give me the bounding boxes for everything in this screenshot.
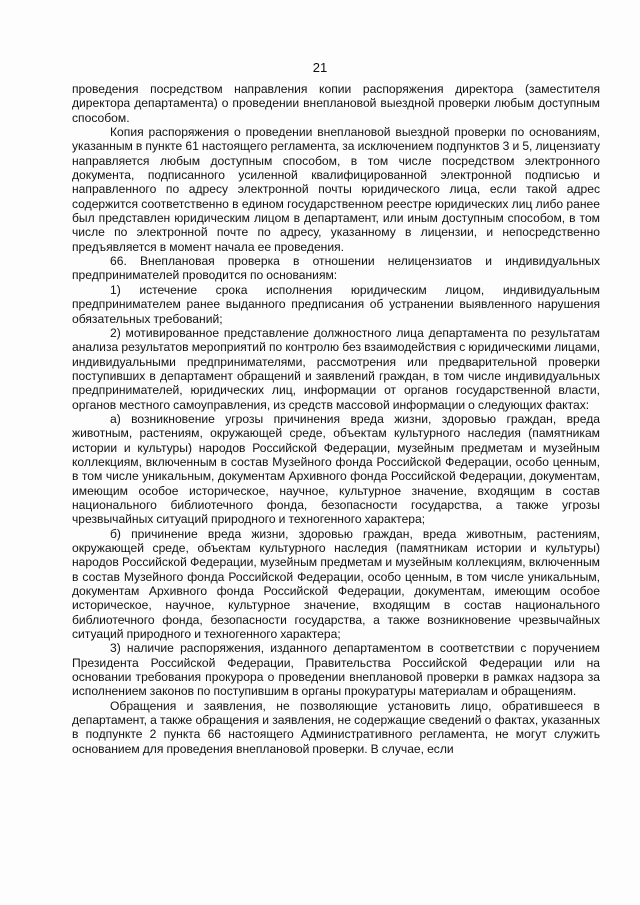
- paragraph: б) причинение вреда жизни, здоровью граждан, вреда животным, растениям, окружающей среде, объектам культурного наследия (памятникам истории и культуры) народов Российской Федерации, музейным предметам и музейным коллекциям, включенным в состав Музейного фонда Российской Федерации, особо ценным, в том числе уникальным, документам Архивного фонда Российской Федерации, документам, имеющим особое историческое, научное, культурное значение, входящим в состав национального библиотечного фонда, безопасности государства, а также возникновение чрезвычайных ситуаций природного и техногенного характера;: [72, 526, 600, 642]
- paragraph: Копия распоряжения о проведении внеплановой выездной проверки по основаниям, указанным в пункте 61 настоящего регламента, за исключением подпунктов 3 и 5, лицензиату направляется любым доступным способом, в том числе посредством электронного документа, подписанного усиленной квалифицированной электронной подписью и направленного по адресу электронной почты юридического лица, если такой адрес содержится соответственно в едином государственном реестре юридических лиц либо ранее был представлен юридическим лицом в департамент, или иным доступным способом, в том числе по электронной почте по адресу, указанному в лицензии, и непосредственно предъявляется в момент начала ее проведения.: [72, 125, 600, 254]
- paragraph: Обращения и заявления, не позволяющие установить лицо, обратившееся в департамент, а также обращения и заявления, не содержащие сведений о фактах, указанных в подпункте 2 пункта 66 настоящего Административного регламента, не могут служить основанием для проведения внеплановой проверки. В случае, если: [72, 698, 600, 756]
- paragraph: 1) истечение срока исполнения юридическим лицом, индивидуальным предпринимателем ранее выданного предписания об устранении выявленного нарушения обязательных требований;: [72, 282, 600, 326]
- paragraph: а) возникновение угрозы причинения вреда жизни, здоровью граждан, вреда животным, растениям, окружающей среде, объектам культурного наследия (памятникам истории и культуры) народов Российской Федерации, музейным предметам и музейным коллекциям, включенным в состав Музейного фонда Российской Федерации, особо ценным, в том числе уникальным, документам Архивного фонда Российской Федерации, документам, имеющим особое историческое, научное, культурное значение, входящим в состав национального библиотечного фонда, безопасности государства, а также угрозы чрезвычайных ситуаций природного и техногенного характера;: [72, 411, 600, 527]
- paragraph: проведения посредством направления копии распоряжения директора (заместителя директора департамента) о проведении внеплановой выездной проверки любым доступным способом.: [72, 82, 600, 125]
- document-body: [72, 82, 600, 756]
- paragraph: 2) мотивированное представление должностного лица департамента по результатам анализа результатов мероприятий по контролю без взаимодействия с юридическими лицами, индивидуальными предпринимателями, рассмотрения или предварительной проверки поступивших в департамент обращений и заявлений граждан, в том числе индивидуальных предпринимателей, юридических лиц, информации от органов государственной власти, органов местного самоуправления, из средств массовой информации о следующих фактах:: [72, 325, 600, 412]
- page-number: 21: [312, 60, 328, 75]
- paragraph: 3) наличие распоряжения, изданного департаментом в соответствии с поручением Президента Российской Федерации, Правительства Российской Федерации или на основании требования прокурора о проведении внеплановой проверки в рамках надзора за исполнением законов по поступившим в органы прокуратуры материалам и обращениям.: [72, 641, 600, 699]
- paragraph: 66. Внеплановая проверка в отношении нелицензиатов и индивидуальных предпринимателей проводится по основаниям:: [72, 254, 600, 283]
